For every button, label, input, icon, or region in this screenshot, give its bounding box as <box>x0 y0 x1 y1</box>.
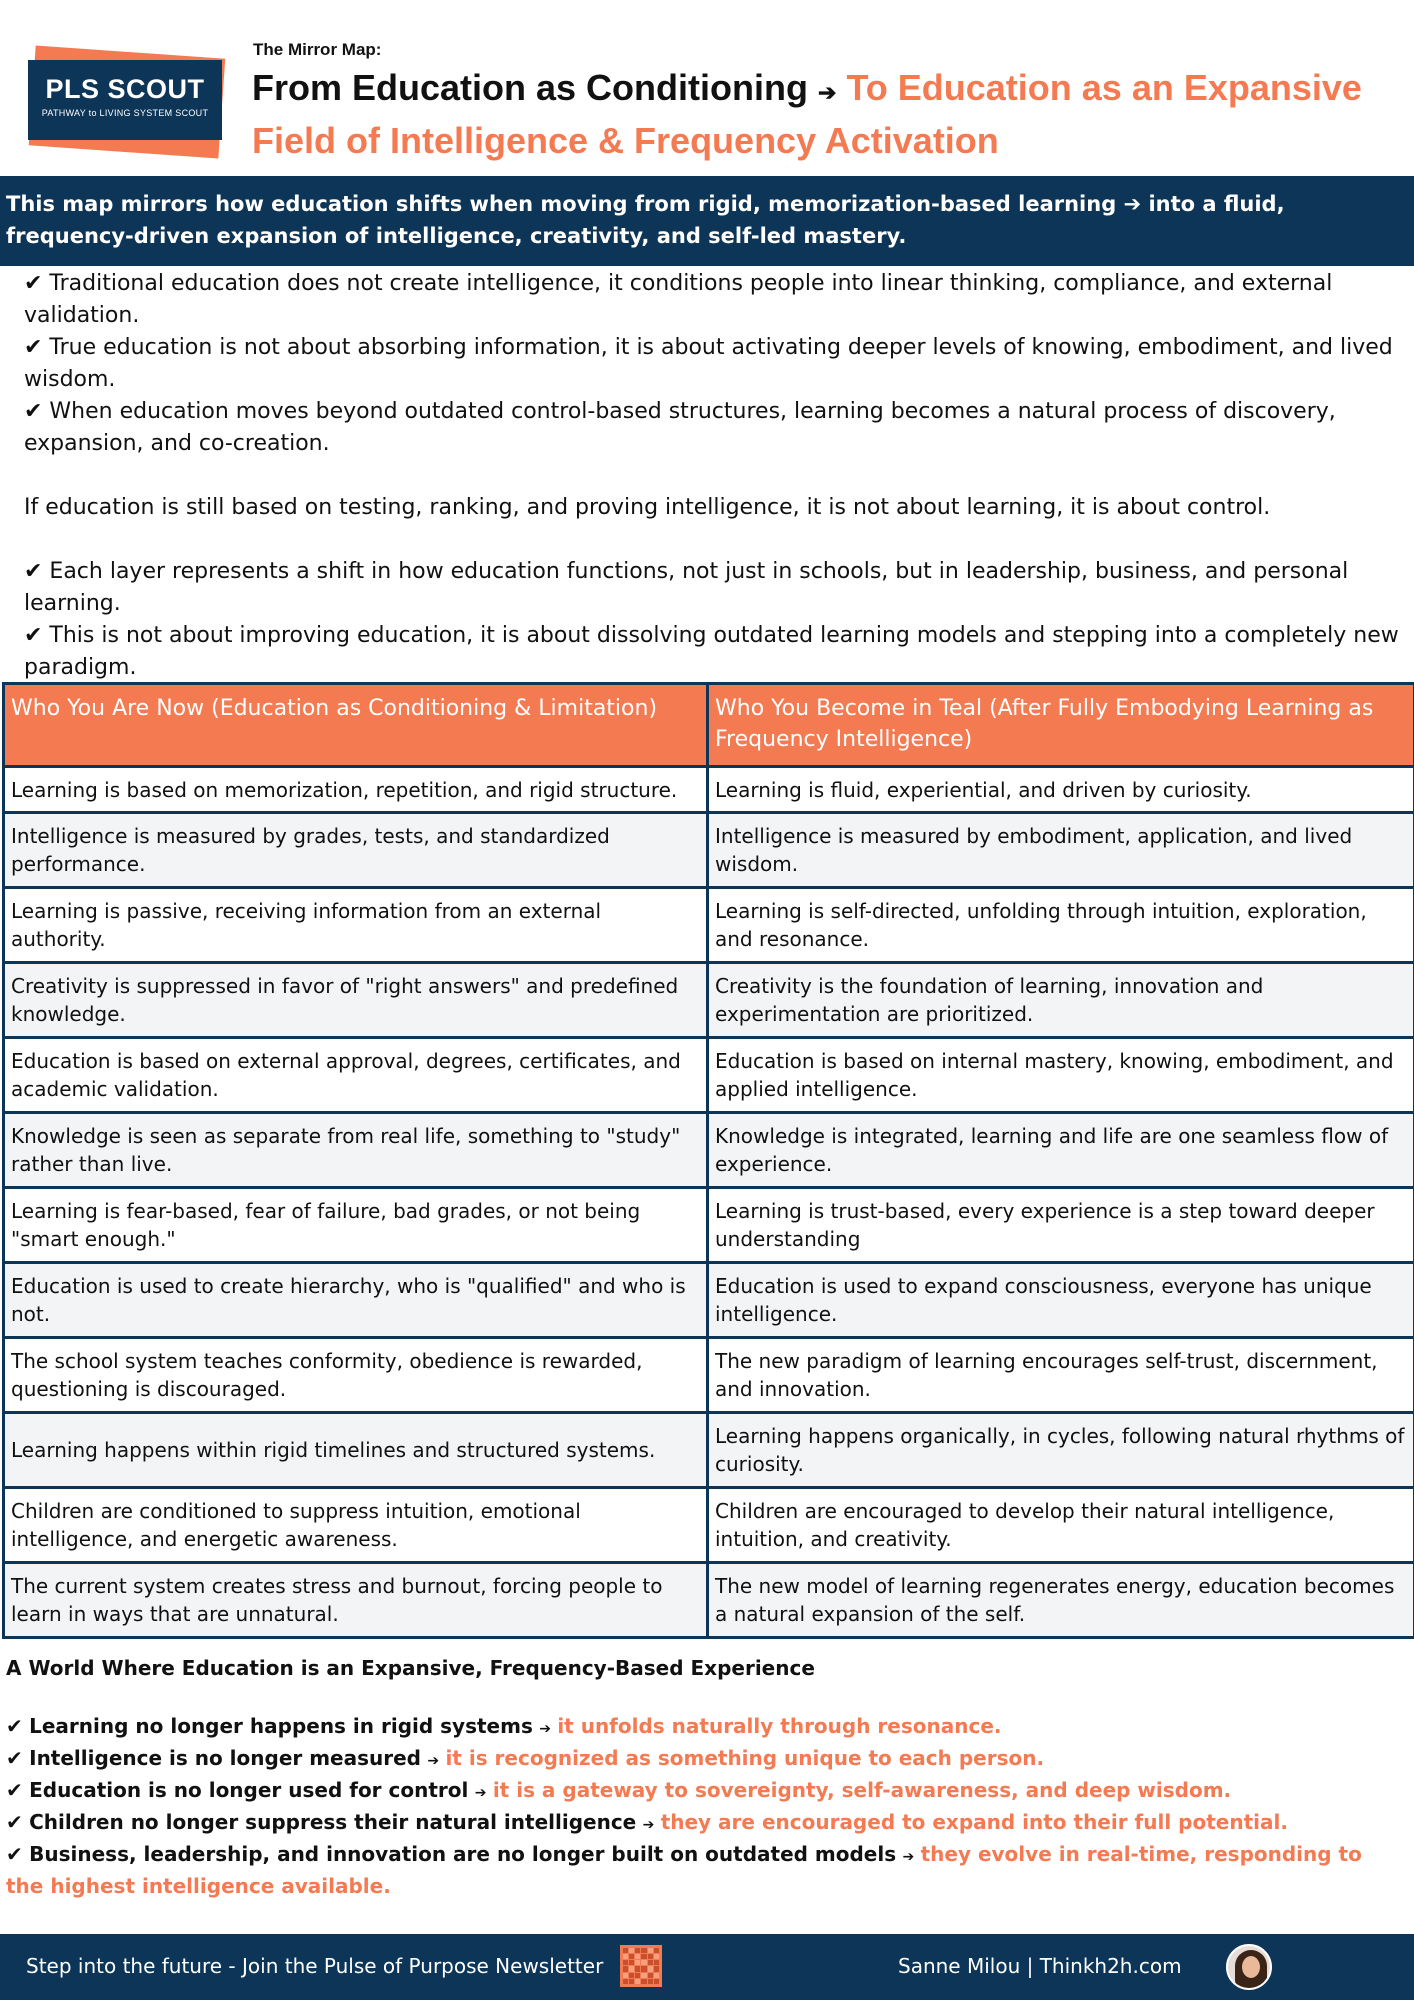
cell-now: The school system teaches conformity, obedience is rewarded, questioning is discouraged. <box>4 1338 708 1413</box>
page-kicker: The Mirror Map: <box>253 40 382 59</box>
world-item-highlight: it is a gateway to sovereignty, self-awareness, and deep wisdom. <box>492 1778 1232 1802</box>
world-item-lead: Children no longer suppress their natural intelligence <box>29 1810 637 1834</box>
cell-teal: Creativity is the foundation of learning, innovation and experimentation are prioritized. <box>708 963 1414 1038</box>
table-header-row <box>4 684 1414 767</box>
check-icon: ✔ <box>6 1746 23 1770</box>
column-header-now: Who You Are Now (Education as Conditioning & Limitation) <box>4 684 708 767</box>
cell-teal: Learning is fluid, experiential, and driven by curiosity. <box>708 767 1414 813</box>
table-row <box>4 1338 1414 1413</box>
page-header <box>0 0 1414 176</box>
arrow-right-icon: ➔ <box>818 80 837 105</box>
cell-now: Knowledge is seen as separate from real life, something to "study" rather than live. <box>4 1113 708 1188</box>
world-item <box>6 1808 1406 1840</box>
cell-teal: The new model of learning regenerates energy, education becomes a natural expansion of the self. <box>708 1563 1414 1638</box>
cell-now: Learning is based on memorization, repetition, and rigid structure. <box>4 767 708 813</box>
page-footer <box>0 1934 1414 2000</box>
cell-now: Intelligence is measured by grades, tests, and standardized performance. <box>4 813 708 888</box>
cell-teal: The new paradigm of learning encourages self-trust, discernment, and innovation. <box>708 1338 1414 1413</box>
cell-now: Children are conditioned to suppress intuition, emotional intelligence, and energetic awareness. <box>4 1488 708 1563</box>
world-item-lead: Business, leadership, and innovation are no longer built on outdated models <box>29 1842 897 1866</box>
world-item-highlight: it unfolds naturally through resonance. <box>557 1714 1002 1738</box>
intro-point: ✔ When education moves beyond outdated control-based structures, learning becomes a natural process of discovery, expansion, and co-creation. <box>24 399 1336 456</box>
column-header-teal: Who You Become in Teal (After Fully Embodying Learning as Frequency Intelligence) <box>708 684 1414 767</box>
intro-point: ✔ Traditional education does not create intelligence, it conditions people into linear thinking, compliance, and external validation. <box>24 271 1333 328</box>
check-icon: ✔ <box>6 1842 23 1866</box>
check-icon: ✔ <box>6 1810 23 1834</box>
world-item <box>6 1840 1406 1901</box>
table-row <box>4 1263 1414 1338</box>
world-section <box>6 1654 1406 1901</box>
cell-now: Education is based on external approval, degrees, certificates, and academic validation. <box>4 1038 708 1113</box>
world-item-highlight: they are encouraged to expand into their full potential. <box>660 1810 1288 1834</box>
cell-teal: Intelligence is measured by embodiment, application, and lived wisdom. <box>708 813 1414 888</box>
intro-text <box>24 268 1399 684</box>
table-row <box>4 1113 1414 1188</box>
logo-subtitle: PATHWAY to LIVING SYSTEM SCOUT <box>41 108 209 118</box>
intro-point: ✔ This is not about improving education, it is about dissolving outdated learning models and stepping into a completely new paradigm. <box>24 623 1399 680</box>
world-item-highlight: it is recognized as something unique to each person. <box>445 1746 1045 1770</box>
arrow-right-icon: ➔ <box>539 1721 551 1737</box>
world-item-lead: Education is no longer used for control <box>29 1778 469 1802</box>
intro-point: ✔ True education is not about absorbing information, it is about activating deeper levels of knowing, embodiment, and lived wisdom. <box>24 335 1393 392</box>
page-title <box>252 64 1392 165</box>
cell-now: Learning is fear-based, fear of failure, bad grades, or not being "smart enough." <box>4 1188 708 1263</box>
world-item <box>6 1712 1406 1744</box>
cell-now: Education is used to create hierarchy, who is "qualified" and who is not. <box>4 1263 708 1338</box>
table-row <box>4 1563 1414 1638</box>
cell-teal: Learning happens organically, in cycles, following natural rhythms of curiosity. <box>708 1413 1414 1488</box>
table-row <box>4 1188 1414 1263</box>
logo-box <box>28 60 222 140</box>
table-row <box>4 963 1414 1038</box>
cell-now: Learning is passive, receiving information from an external authority. <box>4 888 708 963</box>
table-row <box>4 767 1414 813</box>
arrow-right-icon: ➔ <box>474 1785 487 1801</box>
intro-banner: This map mirrors how education shifts when moving from rigid, memorization-based learning ➔ into a fluid, frequency-driven expansion of intelligence, creativity, and self-led mastery. <box>0 176 1414 266</box>
logo-title: PLS SCOUT <box>45 74 205 104</box>
table-row <box>4 888 1414 963</box>
qr-code-icon[interactable] <box>620 1945 662 1987</box>
title-main: From Education as Conditioning <box>252 67 808 108</box>
mirror-map-table <box>2 682 1414 1639</box>
cell-teal: Learning is self-directed, unfolding through intuition, exploration, and resonance. <box>708 888 1414 963</box>
world-item-highlight: they evolve in real-time, responding to the highest intelligence available. <box>6 1842 1362 1898</box>
intro-statement: If education is still based on testing, ranking, and proving intelligence, it is not about learning, it is about control. <box>24 495 1271 520</box>
arrow-right-icon: ➔ <box>427 1753 440 1769</box>
table-row <box>4 1488 1414 1563</box>
cell-teal: Education is based on internal mastery, knowing, embodiment, and applied intelligence. <box>708 1038 1414 1113</box>
cell-now: Creativity is suppressed in favor of "right answers" and predefined knowledge. <box>4 963 708 1038</box>
arrow-right-icon: ➔ <box>902 1849 915 1865</box>
cell-teal: Children are encouraged to develop their natural intelligence, intuition, and creativity. <box>708 1488 1414 1563</box>
world-section-title: A World Where Education is an Expansive, Frequency-Based Experience <box>6 1656 815 1680</box>
cell-now: Learning happens within rigid timelines and structured systems. <box>4 1413 708 1488</box>
table-row <box>4 813 1414 888</box>
check-icon: ✔ <box>6 1778 23 1802</box>
cell-teal: Knowledge is integrated, learning and life are one seamless flow of experience. <box>708 1113 1414 1188</box>
cell-teal: Learning is trust-based, every experience is a step toward deeper understanding <box>708 1188 1414 1263</box>
arrow-right-icon: ➔ <box>642 1817 655 1833</box>
intro-point: ✔ Each layer represents a shift in how education functions, not just in schools, but in leadership, business, and personal learning. <box>24 559 1349 616</box>
author-credit[interactable]: Sanne Milou | Thinkh2h.com <box>898 1954 1182 1978</box>
table-row <box>4 1413 1414 1488</box>
world-item <box>6 1776 1406 1808</box>
pls-scout-logo <box>28 46 228 158</box>
world-item-lead: Learning no longer happens in rigid systems <box>29 1714 533 1738</box>
check-icon: ✔ <box>6 1714 23 1738</box>
cell-now: The current system creates stress and burnout, forcing people to learn in ways that are unnatural. <box>4 1563 708 1638</box>
world-item <box>6 1744 1406 1776</box>
world-item-lead: Intelligence is no longer measured <box>29 1746 421 1770</box>
table-row <box>4 1038 1414 1113</box>
cell-teal: Education is used to expand consciousness, everyone has unique intelligence. <box>708 1263 1414 1338</box>
avatar <box>1226 1944 1272 1990</box>
title-accent: To Education as an Expansive Field of Intelligence & Frequency Activation <box>252 67 1362 161</box>
newsletter-link[interactable]: Step into the future - Join the Pulse of Purpose Newsletter <box>26 1954 604 1978</box>
